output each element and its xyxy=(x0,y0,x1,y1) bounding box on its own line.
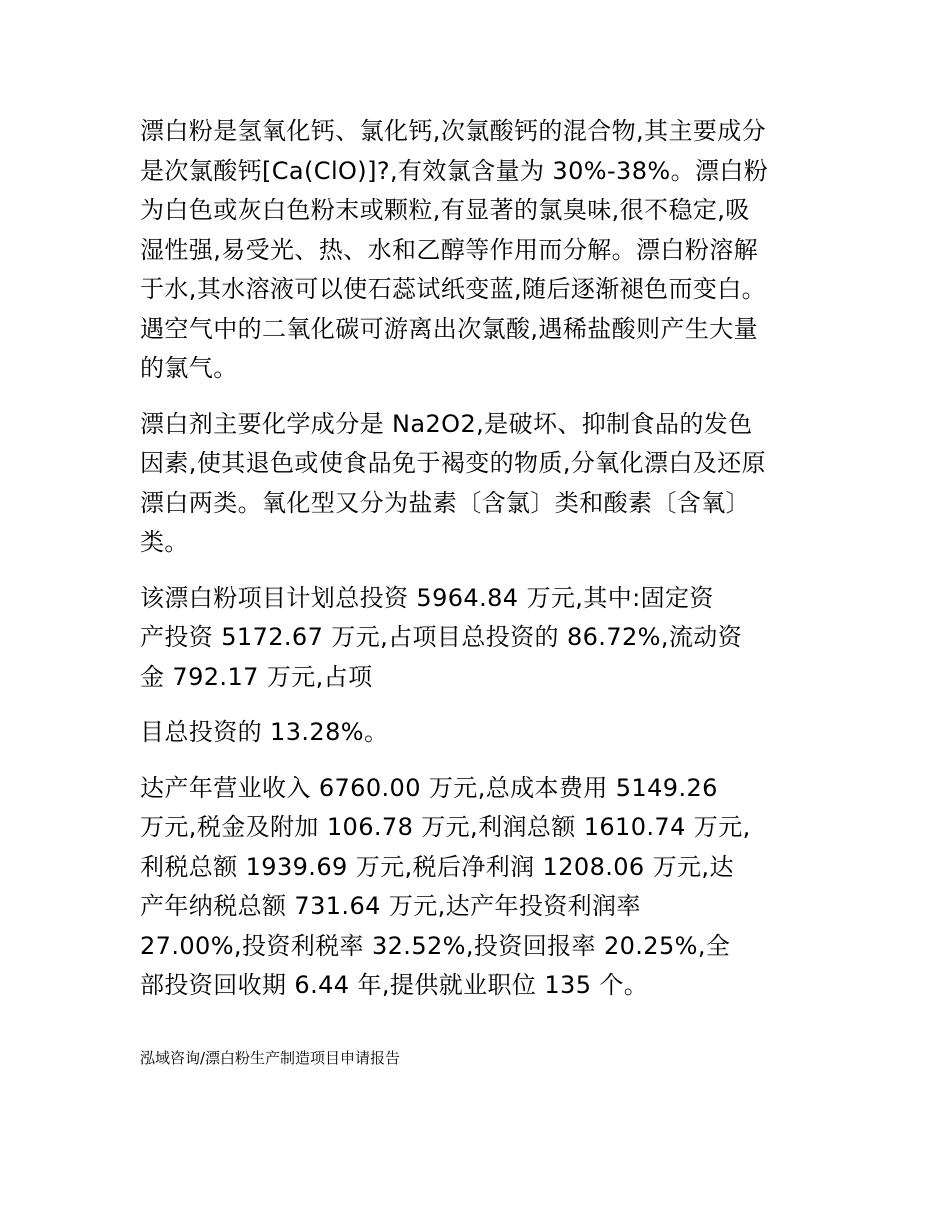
text-line: 为白色或灰白色粉末或颗粒,有显著的氯臭味,很不稳定,吸 xyxy=(140,196,750,224)
paragraph-bleaching-powder xyxy=(140,112,820,389)
text-line: 27.00%,投资利税率 32.52%,投资回报率 20.25%,全 xyxy=(140,931,731,960)
text-line: 产投资 5172.67 万元,占项目总投资的 86.72%,流动资 xyxy=(140,623,743,651)
text-line: 利税总额 1939.69 万元,税后净利润 1208.06 万元,达 xyxy=(140,852,734,881)
page-footer: 泓域咨询/漂白粉生产制造项目申请报告 xyxy=(140,1049,401,1067)
text-line: 湿性强,易受光、热、水和乙醇等作用而分解。漂白粉溶解 xyxy=(140,235,759,264)
text-line: 金 792.17 万元,占项 xyxy=(140,662,373,691)
paragraph-bleaching-agent xyxy=(140,405,820,563)
text-line: 目总投资的 13.28%。 xyxy=(140,718,389,746)
text-line: 因素,使其退色或使食品免于褐变的物质,分氧化漂白及还原 xyxy=(140,449,767,477)
text-line: 类。 xyxy=(140,528,189,556)
text-line: 产年纳税总额 731.64 万元,达产年投资利润率 xyxy=(140,892,641,920)
text-line: 遇空气中的二氧化碳可游离出次氯酸,遇稀盐酸则产生大量 xyxy=(140,314,759,343)
paragraph-investment xyxy=(140,579,820,698)
text-line: 部投资回收期 6.44 年,提供就业职位 135 个。 xyxy=(140,971,649,999)
text-line: 的氯气。 xyxy=(140,354,238,382)
document-body xyxy=(140,112,820,1006)
text-line: 漂白剂主要化学成分是 Na2O2,是破坏、抑制食品的发色 xyxy=(140,409,753,438)
text-line: 于水,其水溶液可以使石蕊试纸变蓝,随后逐渐褪色而变白。 xyxy=(140,275,767,303)
paragraph-investment-continued xyxy=(140,713,820,753)
text-line: 漂白粉是氢氧化钙、氯化钙,次氯酸钙的混合物,其主要成分 xyxy=(140,117,767,145)
text-line: 漂白两类。氧化型又分为盐素〔含氯〕类和酸素〔含氧〕 xyxy=(140,488,750,517)
paragraph-financials xyxy=(140,769,820,1006)
text-line: 该漂白粉项目计划总投资 5964.84 万元,其中:固定资 xyxy=(140,583,714,612)
text-line: 达产年营业收入 6760.00 万元,总成本费用 5149.26 xyxy=(140,773,718,802)
text-line: 万元,税金及附加 106.78 万元,利润总额 1610.74 万元, xyxy=(140,813,751,841)
text-line: 是次氯酸钙[Ca(ClO)]?,有效氯含量为 30%-38%。漂白粉 xyxy=(140,156,769,185)
